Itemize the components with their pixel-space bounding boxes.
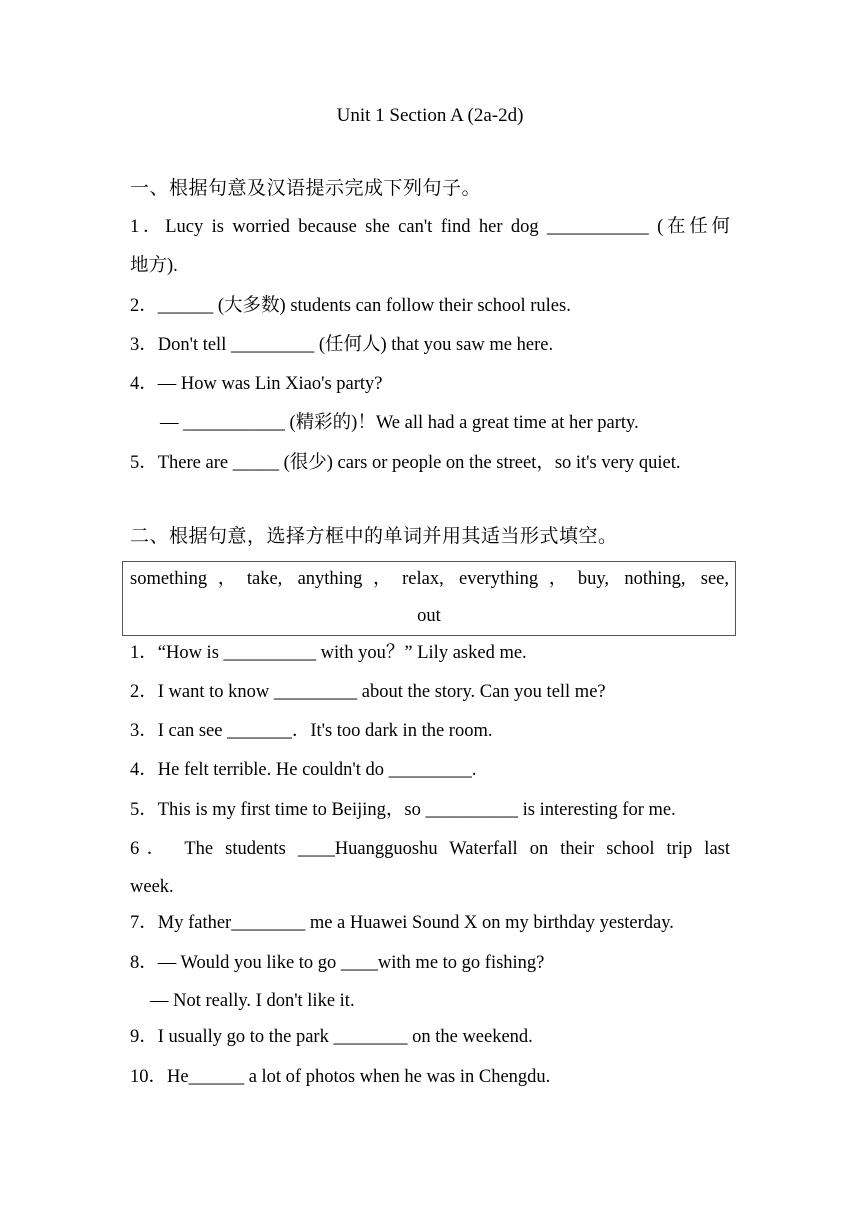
part2-question-8-line1: 8．— Would you like to go ____with me to go fishing? [130,953,545,973]
part2-question-6-line1: 6． The students ____Huangguoshu Waterfall on their school trip last [130,839,730,859]
part1-question-3: 3．Don't tell _________ (任何人) that you saw me here. [130,335,554,355]
part1-question-1-line1: 1．Lucy is worried because she can't find her dog ___________ (在任何 [130,217,730,237]
word-bank-box [122,561,736,636]
part1-question-2: 2．______ (大多数) students can follow their school rules. [130,296,571,316]
part2-question-4: 4．He felt terrible. He couldn't do _________. [130,760,477,780]
part1-question-4-line1: 4．— How was Lin Xiao's party? [130,374,383,394]
part1-heading: 一、根据句意及汉语提示完成下列句子。 [130,178,482,199]
part2-question-10: 10．He______ a lot of photos when he was in Chengdu. [130,1067,551,1087]
part2-question-9: 9．I usually go to the park ________ on the weekend. [130,1027,533,1047]
part2-question-1: 1．“How is __________ with you？” Lily asked me. [130,643,527,663]
part2-question-6-line2: week. [130,877,174,897]
word-bank-line2: out [417,606,441,626]
page-title: Unit 1 Section A (2a-2d) [336,105,524,126]
part2-question-7: 7．My father________ me a Huawei Sound X on my birthday yesterday. [130,913,674,933]
part1-question-4-line2: — ___________ (精彩的)！We all had a great time at her party. [160,413,639,433]
part2-question-3: 3．I can see _______．It's too dark in the room. [130,721,493,741]
part2-question-2: 2．I want to know _________ about the story. Can you tell me? [130,682,606,702]
part1-question-5: 5．There are _____ (很少) cars or people on the street，so it's very quiet. [130,453,681,473]
part2-question-5: 5．This is my first time to Beijing，so __________ is interesting for me. [130,800,676,820]
part2-heading: 二、根据句意，选择方框中的单词并用其适当形式填空。 [130,526,618,547]
part2-question-8-line2: — Not really. I don't like it. [150,991,355,1011]
part1-question-1-line2: 地方). [130,256,178,276]
word-bank-line1: something，take, anything，relax, everything，buy, nothing, see, [130,569,729,589]
